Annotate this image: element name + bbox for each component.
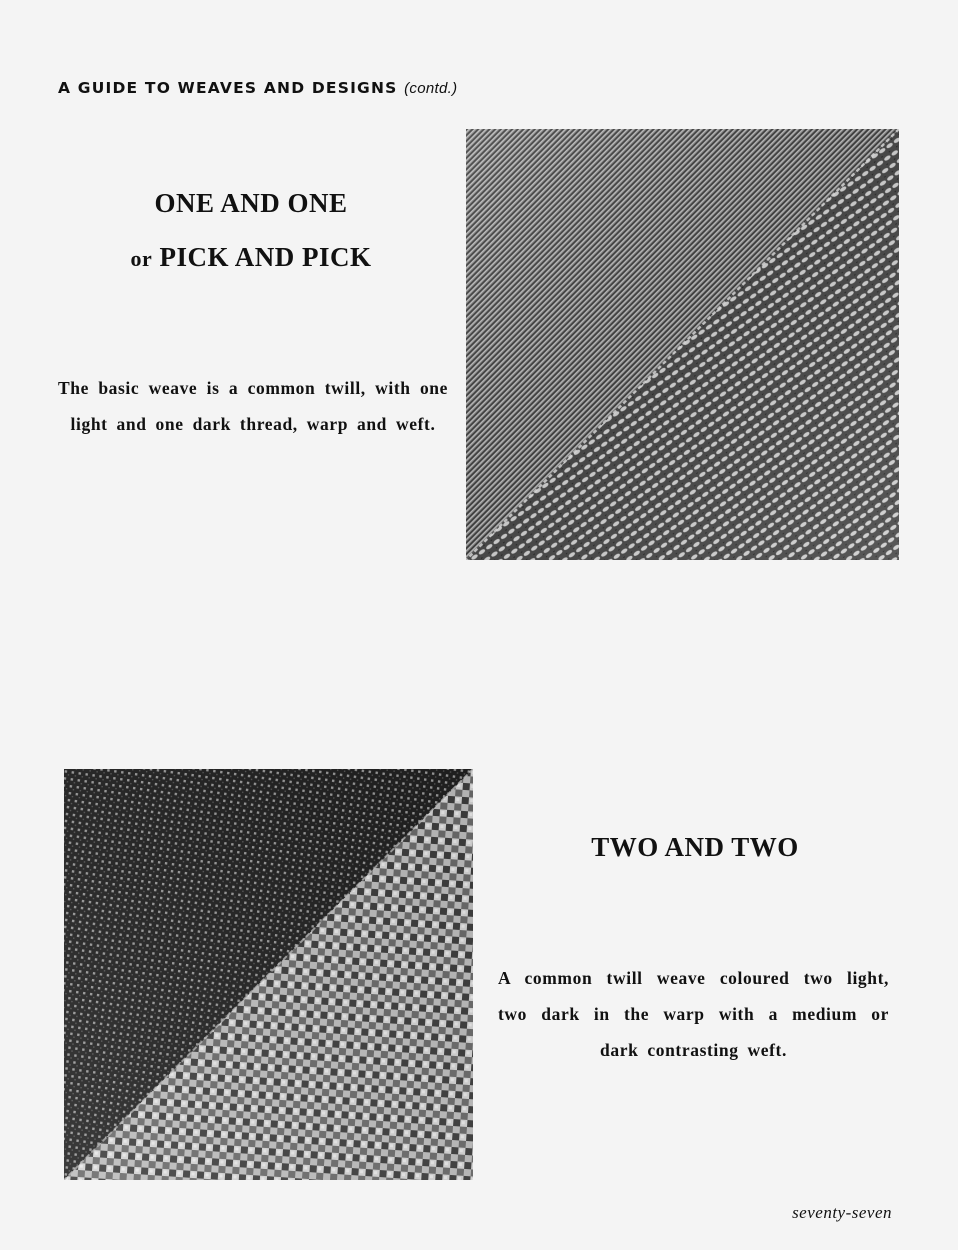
one-and-one-fabric-swatch xyxy=(466,129,899,560)
section-1-title-or: or xyxy=(130,246,153,271)
one-and-one-fabric-image xyxy=(466,129,899,560)
two-and-two-fabric-image xyxy=(64,769,473,1180)
section-2-title xyxy=(500,834,890,861)
section-1-description: The basic weave is a common twill, with one light and one dark thread, warp and weft. xyxy=(58,378,448,434)
running-head-title: A GUIDE TO WEAVES AND DESIGNS xyxy=(58,79,398,97)
page-number: seventy-seven xyxy=(792,1203,892,1222)
section-1-title xyxy=(58,190,444,271)
section-1-title-line1: ONE AND ONE xyxy=(154,188,348,218)
section-1-title-line2: PICK AND PICK xyxy=(159,242,372,272)
section-2-title-line1: TWO AND TWO xyxy=(591,832,799,862)
running-head xyxy=(58,79,457,97)
two-and-two-fabric-swatch xyxy=(64,769,473,1180)
running-head-suffix: (contd.) xyxy=(404,80,458,97)
section-2-description: A common twill weave coloured two light, two dark in the warp with a medium or dark contrasting weft. xyxy=(498,968,889,1060)
